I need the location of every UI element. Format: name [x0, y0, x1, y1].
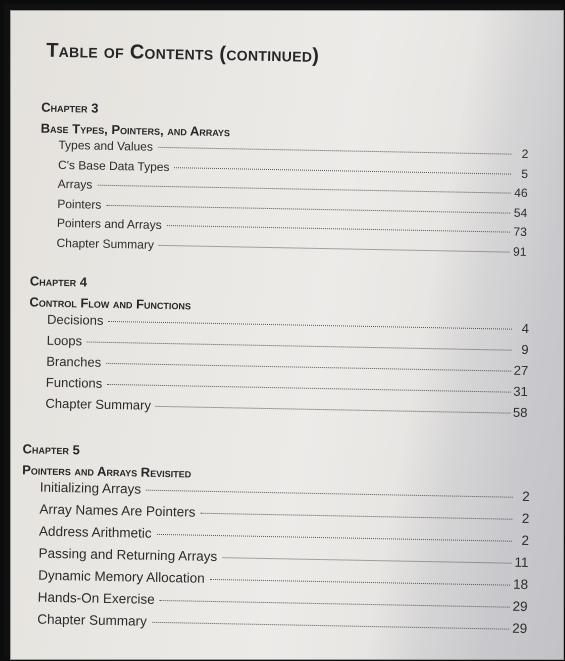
dot-leader — [107, 384, 510, 393]
toc-entry-label: Pointers and Arrays — [56, 215, 162, 232]
toc-entry-label: Loops — [46, 332, 83, 349]
dot-leader — [174, 167, 510, 174]
dot-leader — [97, 185, 510, 194]
toc-entry-label: Initializing Arrays — [39, 479, 142, 497]
toc-entry-page: 54 — [513, 205, 528, 220]
toc-entry-page: 11 — [514, 554, 529, 571]
toc-entry-page: 2 — [522, 488, 530, 505]
toc-entry-page: 5 — [521, 166, 529, 181]
toc-entry-page: 73 — [513, 224, 527, 239]
dot-leader — [152, 622, 509, 630]
chapter-title: Control Flow and Functions — [29, 294, 192, 313]
chapter-title: Base Types, Pointers, and Arrays — [40, 120, 231, 140]
page-title: Table of Contents (continued) — [46, 39, 320, 67]
toc-entry-list — [37, 480, 530, 643]
chapter-section — [38, 100, 561, 265]
dot-leader — [167, 225, 510, 233]
toc-entry-label: Hands-On Exercise — [37, 589, 155, 607]
dot-leader — [106, 204, 510, 213]
toc-entry-page: 91 — [512, 244, 527, 259]
dot-leader — [160, 600, 510, 608]
toc-entry-label: Chapter Summary — [37, 611, 148, 629]
dot-leader — [210, 579, 510, 586]
dot-leader — [157, 534, 512, 542]
dot-leader — [158, 147, 511, 155]
toc-entry-page: 2 — [521, 532, 530, 549]
toc-entry-page: 46 — [514, 185, 528, 200]
toc-entry-label: Branches — [46, 353, 102, 370]
chapter-number: Chapter 3 — [41, 99, 99, 116]
toc-entry-list — [56, 138, 528, 264]
toc-entry-label: Pointers — [57, 196, 102, 212]
toc-entry-page: 58 — [512, 404, 528, 420]
toc-entry-label: Chapter Summary — [45, 395, 152, 413]
dot-leader — [146, 490, 513, 498]
dot-leader — [87, 342, 512, 351]
book-page — [10, 10, 564, 660]
toc-entry-page: 4 — [521, 320, 530, 337]
toc-entry-label: Chapter Summary — [56, 235, 155, 252]
chapter-title: Pointers and Arrays Revisited — [22, 462, 192, 481]
chapter-section — [19, 441, 543, 643]
toc-entry-label: C's Base Data Types — [57, 157, 170, 174]
chapter-section — [27, 273, 550, 426]
chapter-number: Chapter 5 — [22, 441, 80, 458]
dot-leader — [159, 244, 510, 252]
dot-leader — [222, 557, 511, 564]
toc-entry-page: 9 — [521, 341, 529, 357]
toc-entry-page: 27 — [513, 362, 529, 378]
toc-entry-label: Array Names Are Pointers — [39, 501, 196, 520]
toc-entry-page: 18 — [512, 576, 529, 593]
page-content — [10, 11, 563, 660]
toc-entry-page: 2 — [521, 146, 529, 161]
toc-entry-label: Functions — [45, 374, 103, 391]
toc-entry-page: 2 — [521, 510, 530, 527]
toc-entry-label: Arrays — [57, 176, 93, 192]
dot-leader — [108, 321, 512, 330]
toc-entry-page: 31 — [513, 383, 528, 399]
toc-entry-label: Address Arithmetic — [38, 523, 152, 541]
dot-leader — [200, 513, 512, 520]
chapter-number: Chapter 4 — [29, 273, 88, 290]
toc-entry-label: Passing and Returning Arrays — [38, 545, 218, 565]
dot-leader — [156, 406, 510, 414]
toc-entry-list — [45, 312, 529, 426]
toc-entry-page: 29 — [512, 620, 528, 637]
toc-entry-label: Types and Values — [58, 137, 154, 154]
toc-entry-page: 29 — [512, 598, 528, 615]
toc-entry-label: Decisions — [46, 311, 104, 328]
dot-leader — [106, 363, 511, 372]
toc-entry-label: Dynamic Memory Allocation — [38, 567, 205, 586]
